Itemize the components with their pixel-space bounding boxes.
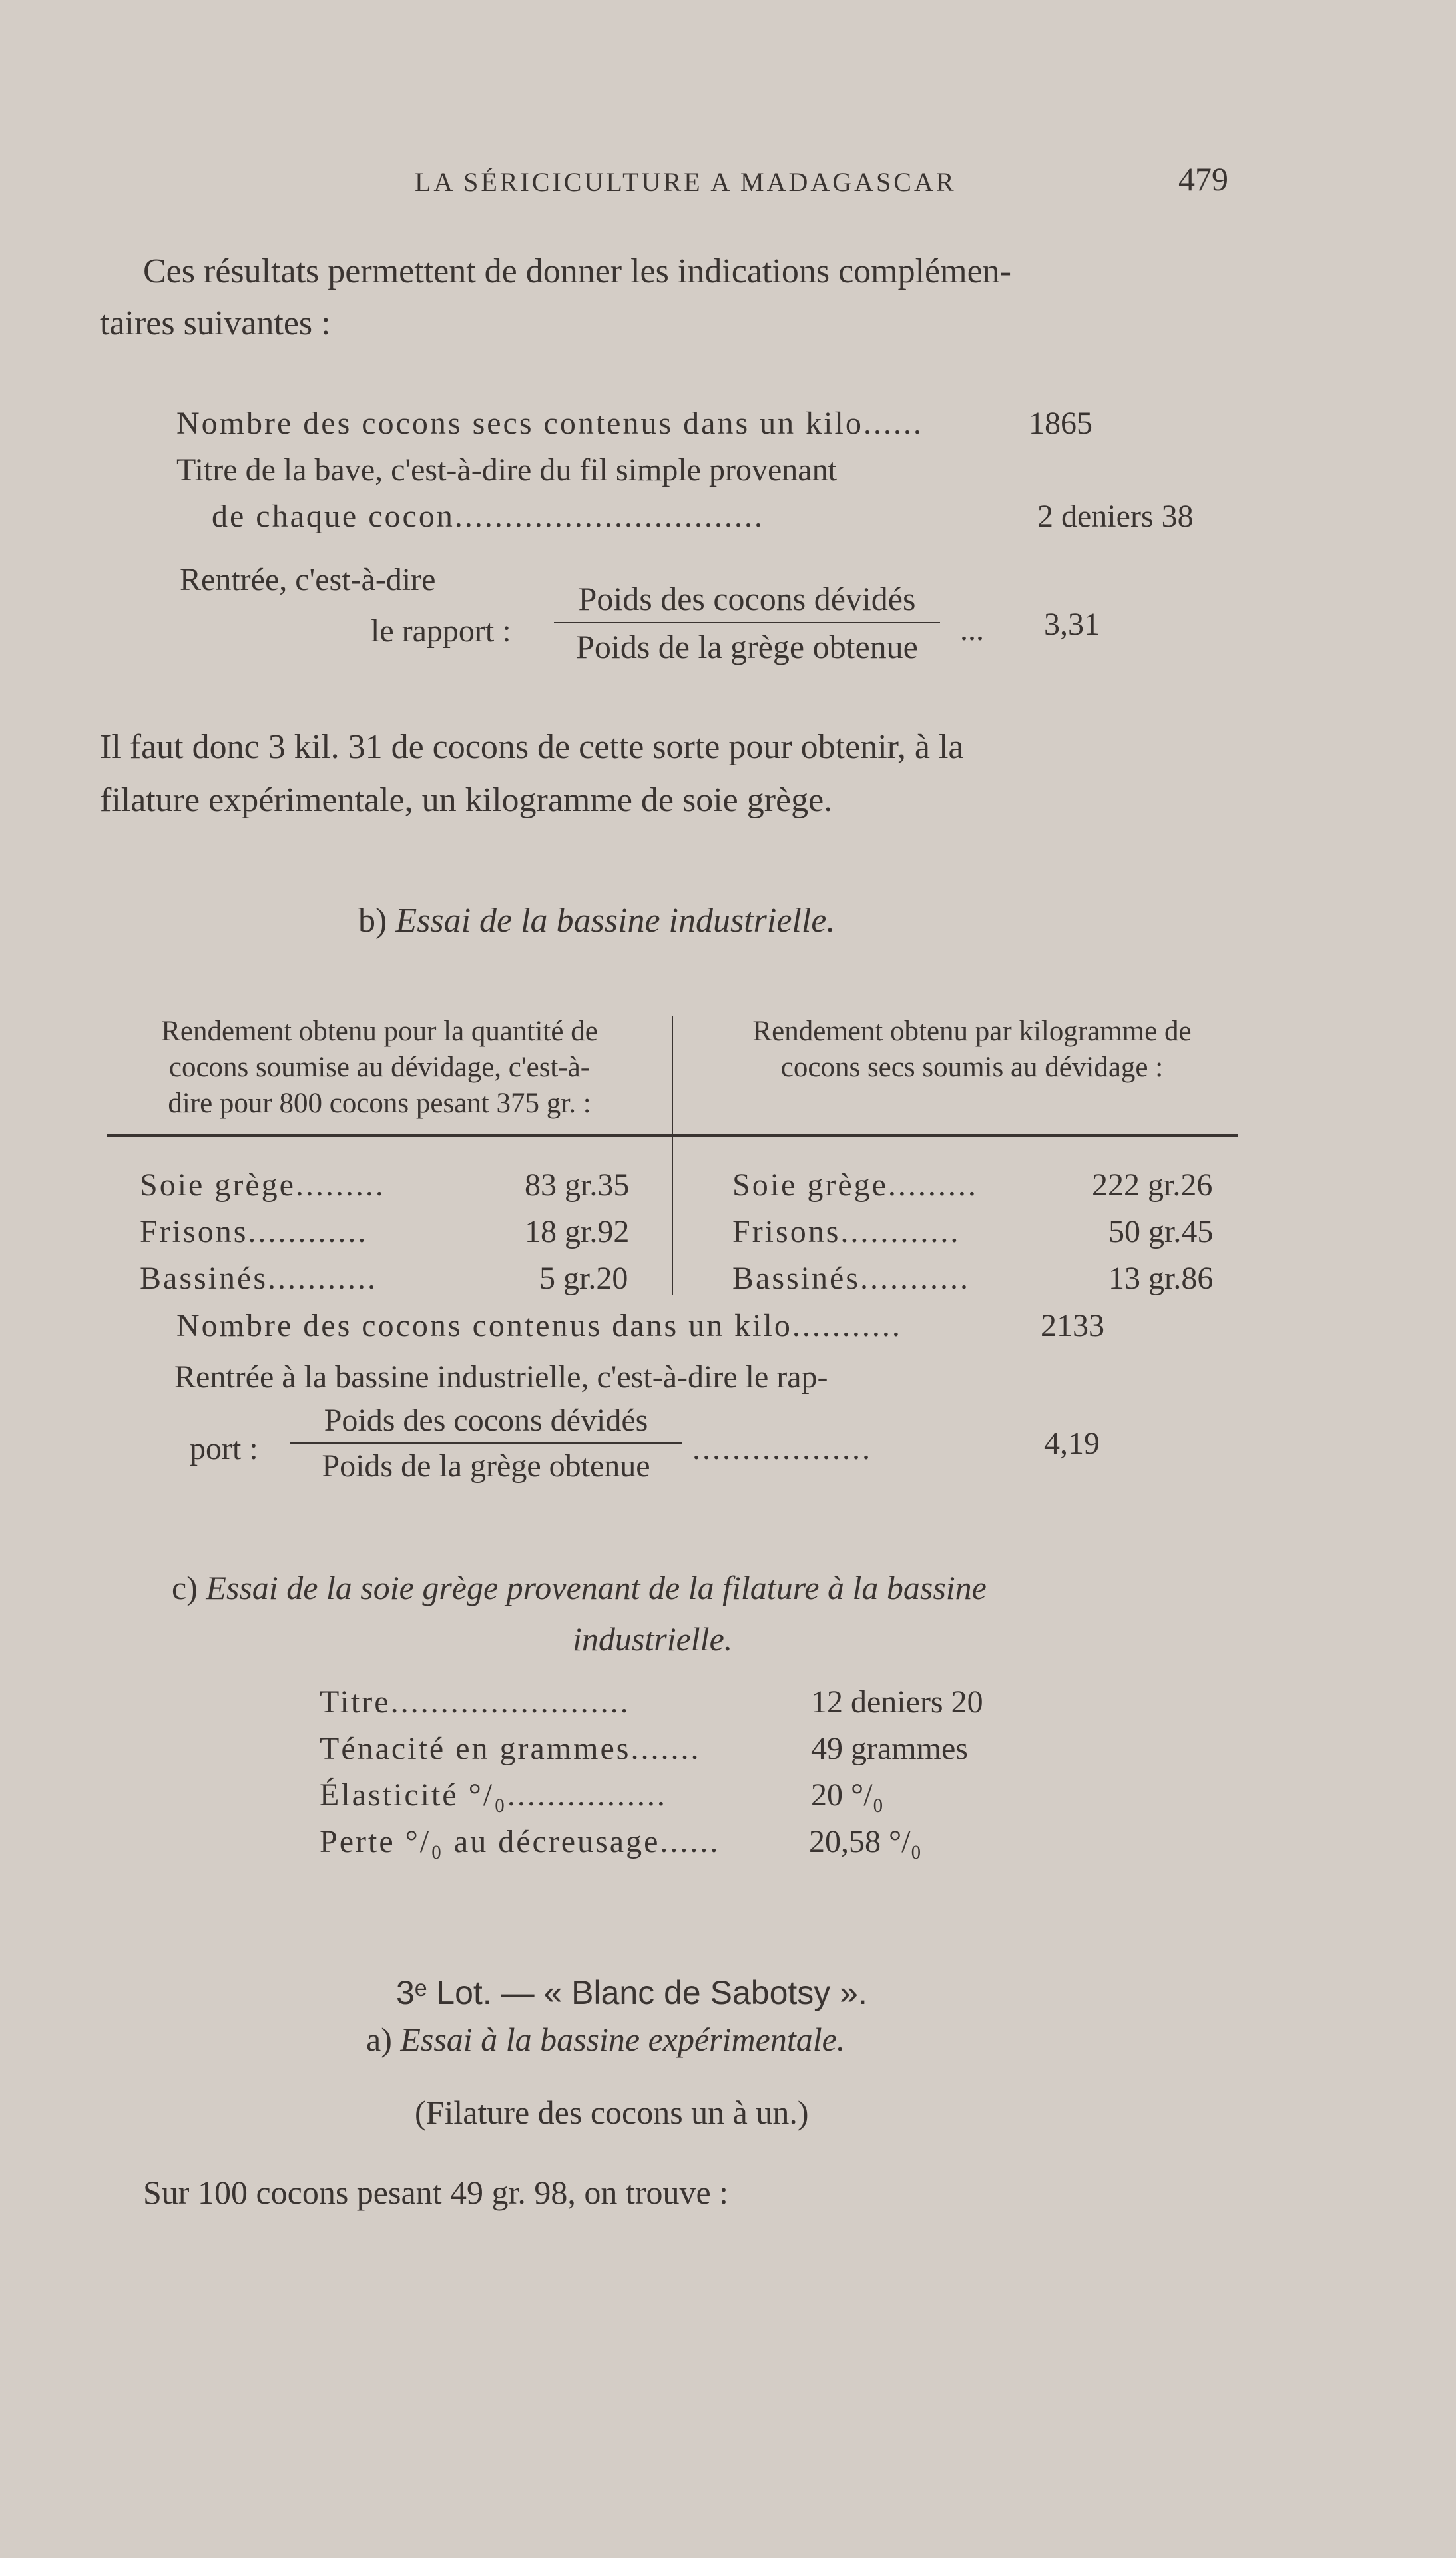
list1-item1-value: 1865 [1029,406,1092,441]
table-row-left-label: Frisons............ [140,1214,368,1249]
table-row-right-label: Soie grège......... [732,1167,978,1203]
table-row-left-label: Bassinés........... [140,1261,377,1296]
list1-item3-label-b: le rapport : [371,613,511,649]
intro-line-1: Ces résultats permettent de donner les indications complémen- [143,252,1011,290]
section-c-marker: c) [172,1569,198,1606]
list1-item3-value: 3,31 [1044,607,1100,642]
fraction-bar [554,622,940,623]
list2-item2-label-b: port : [190,1431,258,1466]
list1-item2-label-a: Titre de la bave, c'est-à-dire du fil simple provenant [176,452,837,487]
list2-item2-label: Rentrée à la bassine industrielle, c'est-à-dire le rap- [174,1359,828,1395]
list1-item2-label-b: de chaque cocon............................... [212,499,764,534]
list3-label: Ténacité en grammes....... [320,1731,701,1766]
list3-value: 20 °/₀ [811,1777,884,1813]
section-b-title: Essai de la bassine industrielle. [395,902,836,940]
table-header-rule [107,1134,1238,1137]
list1-item3-fraction [554,579,940,666]
table-left-header [107,1014,652,1121]
running-title: LA SÉRICICULTURE A MADAGASCAR [415,167,957,197]
table-left-header-line: Rendement obtenu pour la quantité de [161,1016,598,1047]
fraction-numerator: Poids des cocons dévidés [324,1403,648,1438]
table-right-header-line: cocons secs soumis au dévidage : [780,1052,1164,1083]
fraction-denominator: Poids de la grège obtenue [322,1448,650,1484]
list1-item3-dots: ... [960,612,984,647]
intro-line-2: taires suivantes : [100,304,331,342]
lot3-sub-marker: a) [366,2021,392,2058]
section-c-title-b: industrielle. [573,1620,733,1658]
list1-item1-label: Nombre des cocons secs contenus dans un kilo...... [176,406,923,441]
list3-value: 20,58 °/₀ [809,1824,922,1859]
fraction-numerator: Poids des cocons dévidés [578,580,916,617]
conclusion-line-1: Il faut donc 3 kil. 31 de cocons de cette sorte pour obtenir, à la [100,728,964,766]
table-row-right-value: 222 gr.26 [1092,1167,1213,1203]
section-c-title-a: Essai de la soie grège provenant de la filature à la bassine [206,1569,987,1606]
conclusion-line-2: filature expérimentale, un kilogramme de soie grège. [100,781,833,819]
list1-item2-value: 2 deniers 38 [1037,499,1194,534]
table-row-right-label: Bassinés........... [732,1261,970,1296]
page-number: 479 [1178,160,1228,198]
lot3-note: (Filature des cocons un à un.) [415,2094,809,2131]
table-row-left-value: 18 gr.92 [525,1214,630,1249]
table-right-header-line: Rendement obtenu par kilogramme de [752,1016,1192,1047]
lot3-subheading [366,2020,845,2059]
table-row-right-label: Frisons............ [732,1214,961,1249]
table-row-left-value: 83 gr.35 [525,1167,630,1203]
table-right-header [686,1014,1258,1086]
table-row-left-label: Soie grège......... [140,1167,385,1203]
table-row-right-value: 13 gr.86 [1108,1261,1214,1296]
fraction-denominator: Poids de la grège obtenue [576,628,918,665]
section-b-marker: b) [358,902,387,940]
list3-label: Élasticité °/₀................ [320,1777,667,1813]
section-b-heading [358,901,835,940]
list3-value: 12 deniers 20 [811,1684,983,1720]
list1-item3-label-a: Rentrée, c'est-à-dire [180,562,436,597]
list2-item1-value: 2133 [1041,1308,1104,1343]
list3-label: Perte °/₀ au décreusage...... [320,1824,720,1859]
table-left-header-line: dire pour 800 cocons pesant 375 gr. : [168,1088,591,1119]
list3-label: Titre........................ [320,1684,630,1720]
table-row-left-value: 5 gr.20 [539,1261,628,1296]
table-column-divider [672,1016,673,1295]
list2-item2-value: 4,19 [1044,1426,1100,1461]
list2-item2-dots: .................. [692,1431,872,1466]
list2-item2-fraction [290,1402,682,1484]
section-c-heading [172,1568,987,1607]
table-row-right-value: 50 gr.45 [1108,1214,1214,1249]
list2-item1-label: Nombre des cocons contenus dans un kilo........... [176,1308,902,1343]
lot3-last-line: Sur 100 cocons pesant 49 gr. 98, on trouve : [143,2174,729,2211]
lot3-title: 3ᵉ Lot. — « Blanc de Sabotsy ». [396,1974,867,2011]
fraction-bar [290,1442,682,1444]
lot3-sub-title: Essai à la bassine expérimentale. [400,2021,846,2058]
table-left-header-line: cocons soumise au dévidage, c'est-à- [168,1052,591,1083]
list3-value: 49 grammes [811,1731,968,1766]
